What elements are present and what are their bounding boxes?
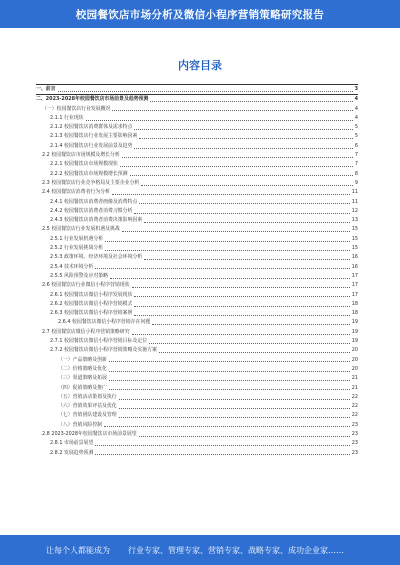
toc-entry[interactable]: [36, 402, 358, 411]
toc-entry-page: 23: [351, 421, 358, 428]
toc-leader-dots: [119, 399, 350, 400]
toc-leader-dots: [122, 157, 353, 158]
toc-entry[interactable]: [36, 393, 358, 402]
toc-entry[interactable]: [36, 337, 358, 346]
toc-entry[interactable]: [36, 430, 358, 439]
toc-leader-dots: [105, 250, 350, 251]
toc-leader-dots: [152, 324, 350, 325]
toc-leader-dots: [86, 120, 353, 121]
toc-entry-page: 9: [354, 179, 358, 186]
toc-entry[interactable]: [36, 179, 358, 188]
toc-leader-dots: [144, 222, 350, 223]
toc-leader-dots: [110, 278, 350, 279]
toc-leader-dots: [109, 380, 350, 381]
toc-entry-title: 2.1.2 校园餐饮店消费群体及需求特点: [50, 124, 133, 131]
toc-entry[interactable]: [36, 225, 358, 234]
toc-entry-title: 一、前言: [36, 86, 56, 92]
toc-entry-page: 15: [351, 226, 358, 233]
toc-entry-title: 2.4.3 校园餐饮店消费者消费决策影响因素: [50, 217, 143, 224]
toc-entry[interactable]: [36, 449, 358, 458]
toc-entry-page: 7: [354, 161, 358, 168]
toc-entry-title: 2.4 校园餐饮店消费者行为分析: [42, 189, 111, 196]
toc-entry-page: 19: [351, 328, 358, 335]
toc-leader-dots: [144, 259, 350, 260]
toc-entry-page: 19: [351, 338, 358, 345]
toc-leader-dots: [104, 426, 350, 427]
toc-entry[interactable]: [36, 272, 358, 281]
toc-entry-title: 2.6 校园餐饮店行业微信小程序营销现状: [42, 282, 130, 289]
toc-entry-page: 8: [354, 170, 358, 177]
toc-entry-title: 2.5.3 政策环境、经济环境及社会环境分析: [50, 254, 143, 261]
toc-entry-title: （七）营销团队建设及管理: [58, 412, 117, 419]
toc-entry[interactable]: [36, 300, 358, 309]
toc-entry[interactable]: [36, 356, 358, 365]
toc-entry-page: 11: [351, 198, 358, 205]
toc-entry-page: 17: [351, 282, 358, 289]
toc-entry-title: 2.5 校园餐饮店行业发展机遇及挑战: [42, 226, 120, 233]
toc-leader-dots: [134, 306, 349, 307]
toc-entry[interactable]: [36, 421, 358, 430]
toc-leader-dots: [134, 129, 352, 130]
toc-entry-page: 16: [351, 263, 358, 270]
toc-entry[interactable]: [36, 253, 358, 262]
footer-slogan: 让每个人都能成为: [46, 545, 110, 555]
toc-entry-title: （四）促销策略及推广: [58, 384, 107, 391]
toc-entry-page: 21: [351, 375, 358, 382]
toc-entry[interactable]: [36, 94, 358, 104]
toc-entry-title: 2.6.1 校园餐饮店微信小程序发展现状: [50, 291, 133, 298]
toc-entry-page: 4: [354, 105, 358, 112]
toc-entry-page: 15: [351, 235, 358, 242]
toc-entry-title: 2.1.3 校园餐饮店行业发展主要影响因素: [50, 133, 138, 140]
toc-leader-dots: [122, 231, 350, 232]
toc-entry-page: 18: [351, 310, 358, 317]
toc-entry[interactable]: [36, 216, 358, 225]
toc-entry[interactable]: [36, 84, 358, 94]
toc-leader-dots: [120, 166, 353, 167]
toc-entry-title: 二、2023-2028年校园餐饮店市场前景及趋势预测: [36, 96, 149, 103]
toc-entry-page: 18: [351, 300, 358, 307]
toc-entry-title: 2.2.2 校园餐饮店市场规模增长预测: [50, 170, 128, 177]
toc-entry[interactable]: [36, 384, 358, 393]
toc-leader-dots: [139, 203, 349, 204]
footer-roles: 行业专家、管理专家、营销专家、战略专家、成功企业家……: [128, 545, 344, 555]
toc-entry-title: 2.8.1 市场前景展望: [50, 440, 94, 447]
toc-entry-title: 2.6.2 校园餐饮店微信小程序营销模式: [50, 300, 133, 307]
toc-entry-page: 20: [351, 347, 358, 354]
toc-leader-dots: [109, 371, 350, 372]
footer-banner: [0, 535, 400, 565]
toc-entry-title: 2.5.2 行业发展挑战分析: [50, 245, 104, 252]
toc-entry-title: 2.5.5 风险预警及应对策略: [50, 272, 109, 279]
toc-entry-title: 2.6.4 校园餐饮店微信小程序营销存在问题: [58, 319, 151, 326]
toc-entry-title: （一）产品策略及创新: [58, 356, 107, 363]
toc-entry-page: 5: [354, 133, 358, 140]
toc-leader-dots: [130, 175, 353, 176]
toc-entry-title: 2.3 校园餐饮店行业竞争格局及主要企业分析: [42, 179, 140, 186]
toc-list: [36, 84, 358, 458]
toc-entry-page: 23: [351, 440, 358, 447]
toc-entry-title: 2.4.1 校园餐饮店消费者画像及消费特点: [50, 198, 138, 205]
toc-leader-dots: [105, 241, 350, 242]
toc-entry-title: （八）营销风险控制: [58, 421, 103, 428]
toc-entry-page: 11: [351, 189, 358, 196]
toc-entry-title: 2.1.1 行业现状: [50, 114, 84, 121]
toc-entry[interactable]: [36, 114, 358, 123]
toc-entry-title: 2.7.1 校园餐饮店微信小程序营销目标及定位: [50, 338, 148, 345]
toc-entry-page: 3: [354, 86, 358, 92]
toc-entry[interactable]: [36, 151, 358, 160]
toc-entry-title: 2.2.1 校园餐饮店市场规模现状: [50, 161, 118, 168]
toc-entry-page: 6: [354, 142, 358, 149]
toc-entry-page: 22: [351, 412, 358, 419]
toc-entry[interactable]: [36, 365, 358, 374]
toc-leader-dots: [132, 287, 350, 288]
toc-entry-title: 2.6.3 校园餐饮店微信小程序营销案例: [50, 310, 133, 317]
toc-leader-dots: [149, 343, 350, 344]
toc-entry-page: 21: [351, 384, 358, 391]
toc-entry[interactable]: [36, 281, 358, 290]
toc-entry-page: 5: [354, 124, 358, 131]
toc-entry-page: 7: [354, 152, 358, 159]
toc-entry[interactable]: [36, 244, 358, 253]
toc-entry-title: （五）营销活动策划及执行: [58, 393, 117, 400]
toc-heading: 内容目录: [178, 59, 222, 72]
toc-entry-page: 12: [351, 207, 358, 214]
toc-leader-dots: [95, 445, 349, 446]
toc-entry-title: 2.8 2023-2028年校园餐饮店市场前景展望: [42, 430, 137, 437]
toc-entry-title: 2.5.4 技术环境分析: [50, 263, 94, 270]
toc-entry-title: 2.5.1 行业发展机遇分析: [50, 235, 104, 242]
toc-entry[interactable]: [36, 309, 358, 318]
report-title: 校园餐饮店市场分析及微信小程序营销策略研究报告: [75, 8, 325, 21]
toc-leader-dots: [119, 408, 350, 409]
toc-entry-title: （六）营销效果评估及优化: [58, 403, 117, 410]
toc-entry[interactable]: [36, 235, 358, 244]
toc-leader-dots: [112, 110, 352, 111]
toc-leader-dots: [95, 454, 349, 455]
toc-entry-page: 23: [351, 430, 358, 437]
toc-entry-page: 22: [351, 403, 358, 410]
toc-entry-title: （二）价格策略及优化: [58, 365, 107, 372]
toc-entry[interactable]: [36, 346, 358, 355]
toc-leader-dots: [134, 148, 352, 149]
toc-entry[interactable]: [36, 328, 358, 337]
toc-entry-title: （三）渠道策略及拓展: [58, 375, 107, 382]
toc-leader-dots: [95, 268, 349, 269]
toc-entry[interactable]: [36, 123, 358, 132]
toc-leader-dots: [112, 194, 350, 195]
toc-entry[interactable]: [36, 142, 358, 151]
toc-leader-dots: [141, 185, 353, 186]
toc-entry-title: 2.1.4 校园餐饮店行业发展前景及趋势: [50, 142, 133, 149]
toc-entry-page: 20: [351, 365, 358, 372]
toc-leader-dots: [119, 417, 350, 418]
toc-leader-dots: [58, 91, 353, 92]
toc-entry[interactable]: [36, 170, 358, 179]
toc-entry[interactable]: [36, 188, 358, 197]
toc-entry-page: 17: [351, 272, 358, 279]
toc-entry-page: 13: [351, 217, 358, 224]
toc-entry-title: 2.7.2 校园餐饮店微信小程序营销策略及实施方案: [50, 347, 157, 354]
toc-entry[interactable]: [36, 318, 358, 327]
toc-entry-page: 17: [351, 291, 358, 298]
toc-leader-dots: [109, 361, 350, 362]
toc-leader-dots: [109, 389, 350, 390]
toc-entry-page: 4: [354, 114, 358, 121]
header-banner: [0, 0, 400, 28]
toc-entry[interactable]: [36, 207, 358, 216]
toc-entry[interactable]: [36, 374, 358, 383]
toc-entry[interactable]: [36, 132, 358, 141]
toc-entry[interactable]: [36, 411, 358, 420]
toc-entry-page: 16: [351, 254, 358, 261]
toc-entry-page: 20: [351, 356, 358, 363]
toc-entry[interactable]: [36, 263, 358, 272]
toc-entry-title: 2.8.2 发展趋势预测: [50, 449, 94, 456]
toc-entry[interactable]: [36, 160, 358, 169]
toc-leader-dots: [150, 101, 352, 102]
toc-leader-dots: [134, 296, 349, 297]
toc-entry-page: 4: [354, 96, 358, 103]
toc-entry[interactable]: [36, 198, 358, 207]
toc-entry[interactable]: [36, 439, 358, 448]
toc-leader-dots: [132, 334, 350, 335]
toc-entry-title: 2.7 校园餐饮店微信小程序营销策略研究: [42, 328, 130, 335]
toc-entry[interactable]: [36, 105, 358, 114]
toc-leader-dots: [139, 138, 353, 139]
toc-entry-page: 23: [351, 449, 358, 456]
toc-leader-dots: [159, 352, 350, 353]
toc-entry-page: 19: [351, 319, 358, 326]
toc-entry[interactable]: [36, 291, 358, 300]
toc-entry-title: 2.2 校园餐饮店市场规模及增长分析: [42, 152, 120, 159]
toc-entry-title: 2.4.2 校园餐饮店消费者消费习惯分析: [50, 207, 133, 214]
toc-entry-title: （一）校园餐饮店行业发展概况: [42, 105, 111, 112]
toc-leader-dots: [134, 315, 349, 316]
toc-leader-dots: [134, 213, 349, 214]
toc-entry-page: 15: [351, 245, 358, 252]
toc-entry-page: 22: [351, 393, 358, 400]
document-page: [6, 30, 394, 535]
toc-leader-dots: [139, 436, 350, 437]
